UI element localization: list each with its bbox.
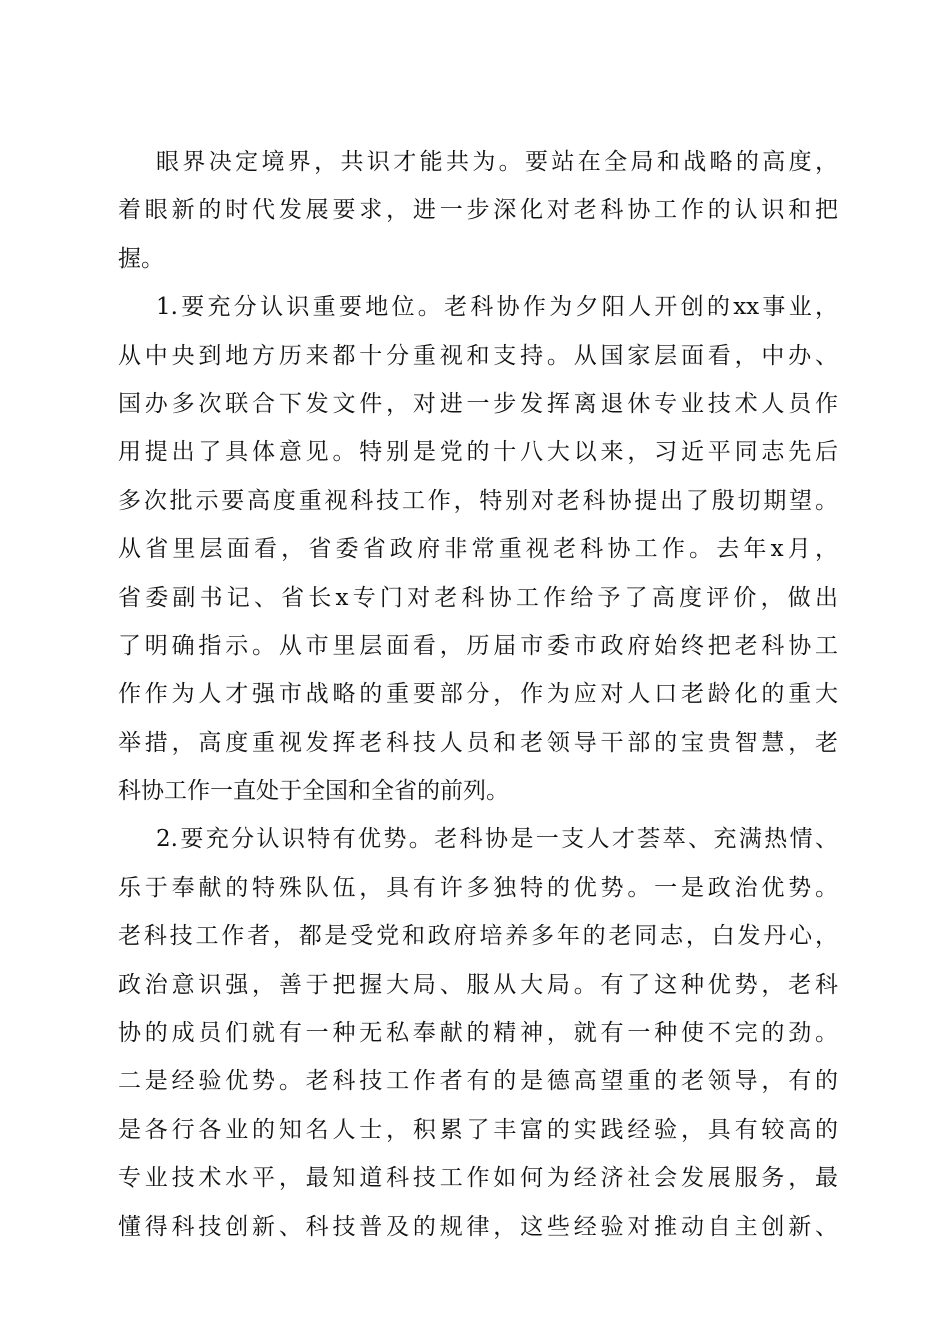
text-line: 是各行各业的知名人士，积累了丰富的实践经验，具有较高的: [118, 1116, 838, 1143]
text-line: 从省里层面看，省委省政府非常重视老科协工作。去年x月，: [118, 536, 838, 563]
text-line: 国办多次联合下发文件，对进一步发挥离退休专业技术人员作: [118, 390, 838, 417]
text-line: 多次批示要高度重视科技工作，特别对老科协提出了殷切期望。: [118, 487, 838, 514]
text-line: 专业技术水平，最知道科技工作如何为经济社会发展服务，最: [118, 1165, 838, 1192]
text-line: 着眼新的时代发展要求，进一步深化对老科协工作的认识和把: [118, 197, 838, 224]
text-line: 2.要充分认识特有优势。老科协是一支人才荟萃、充满热情、: [156, 826, 838, 853]
text-line: 政治意识强，善于把握大局、服从大局。有了这种优势，老科: [118, 971, 838, 998]
text-line: 懂得科技创新、科技普及的规律，这些经验对推动自主创新、: [118, 1213, 838, 1240]
text-line: 老科技工作者，都是受党和政府培养多年的老同志，白发丹心，: [118, 923, 838, 950]
text-line: 用提出了具体意见。特别是党的十八大以来，习近平同志先后: [118, 439, 838, 466]
text-line: 1.要充分认识重要地位。老科协作为夕阳人开创的xx事业，: [156, 294, 838, 321]
text-line: 乐于奉献的特殊队伍，具有许多独特的优势。一是政治优势。: [118, 874, 838, 901]
text-line: 从中央到地方历来都十分重视和支持。从国家层面看，中办、: [118, 342, 838, 369]
paragraph-important-status: [118, 283, 838, 815]
text-line: 握。: [118, 245, 164, 272]
document-body: [118, 138, 838, 1251]
text-line: 省委副书记、省长x专门对老科协工作给予了高度评价，做出: [118, 584, 838, 611]
text-line: 举措，高度重视发挥老科技人员和老领导干部的宝贵智慧，老: [118, 729, 838, 756]
text-line: 协的成员们就有一种无私奉献的精神，就有一种使不完的劲。: [118, 1020, 838, 1047]
text-line: 二是经验优势。老科技工作者有的是德高望重的老领导，有的: [118, 1068, 838, 1095]
text-line: 了明确指示。从市里层面看，历届市委市政府始终把老科协工: [118, 632, 838, 659]
text-line: 作作为人才强市战略的重要部分，作为应对人口老龄化的重大: [118, 681, 838, 708]
text-line: 科协工作一直处于全国和全省的前列。: [118, 778, 509, 805]
paragraph-unique-advantages: [118, 815, 838, 1251]
paragraph-intro: [118, 138, 838, 283]
text-line: 眼界决定境界，共识才能共为。要站在全局和战略的高度，: [156, 149, 838, 175]
